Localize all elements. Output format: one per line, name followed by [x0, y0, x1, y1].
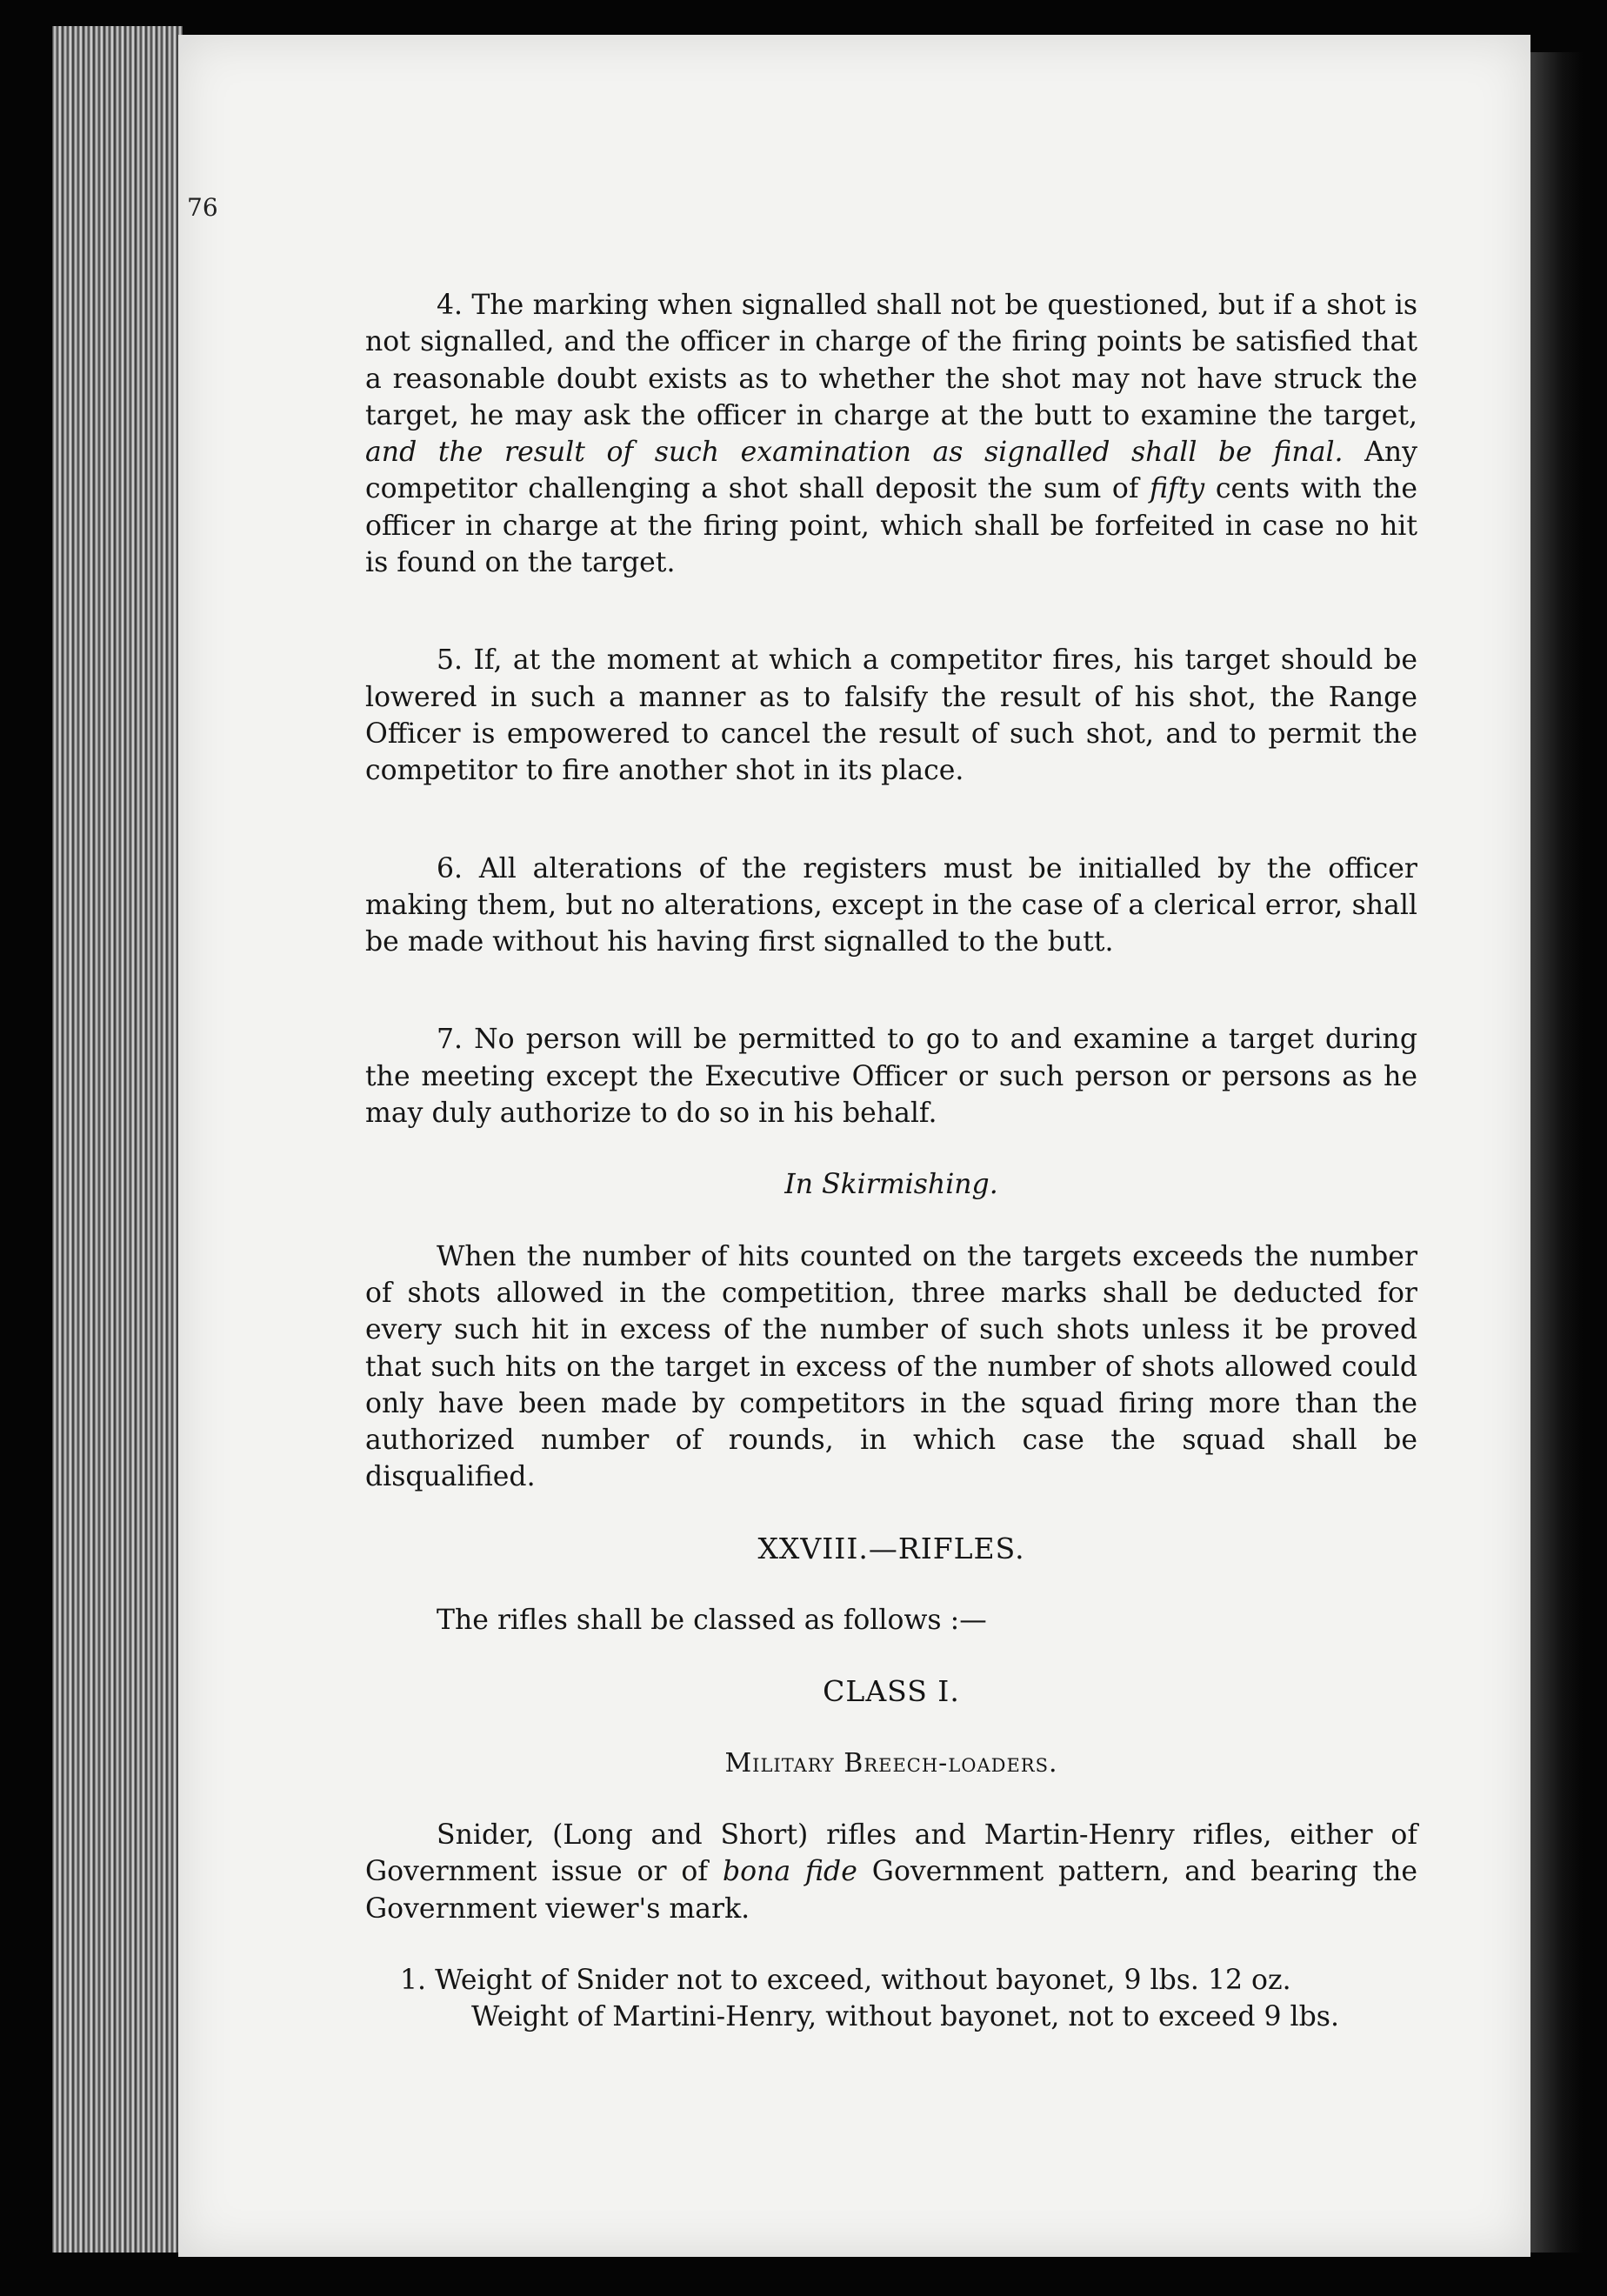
class-subheading: Military Breech-loaders. [724, 1747, 1058, 1779]
rule-1-line-1: 1. Weight of Snider not to exceed, without bayonet, 9 lbs. 12 oz. [400, 1964, 1291, 1996]
paragraph-skirmishing: When the number of hits counted on the targets exceeds the number of shots allowed in the competition, three marks shall be deducted for every such hit in excess of the number of such shots unless it be proved that such hits on the target in excess of the number of shots allowed could only have been made by competitors in the squad firing more than the authorized number of rounds, in which case the squad shall be disqualified. [365, 1240, 1417, 1493]
book-page-edges [52, 26, 183, 2253]
class-desc-text: Snider, (Long and Short) rifles and Martin-Henry rifles, either of Government issue or of [365, 1819, 1417, 1888]
section-heading-rifles: XXVIII.—RIFLES. [757, 1531, 1025, 1565]
paragraph-rule-5: 5. If, at the moment at which a competitor fires, his target should be lowered in such a manner as to falsify the result of his shot, the Range Officer is empowered to cancel the result of such shot, and to permit the competitor to fire another shot in its place. [365, 644, 1417, 787]
paragraph-rule-4 [365, 287, 1417, 581]
rule-4-text-2: Any competitor challenging a shot shall deposit the sum of [365, 437, 1417, 505]
paragraph-rule-7: 7. No person will be permitted to go to and examine a target during the meeting except the Executive Officer or such person or persons as he may duly authorize to do so in his behalf. [365, 1024, 1417, 1130]
rule-4-italic: and the result of such examination as signalled shall be final. [365, 437, 1344, 469]
class-heading: CLASS I. [823, 1674, 960, 1709]
class-desc-italic: bona fide [722, 1856, 857, 1888]
book-spine-shadow [1530, 52, 1583, 2253]
class-desc-text-2: Government pattern, and bearing the Government viewer's mark. [365, 1856, 1417, 1925]
rule-4-italic-2: fifty [1150, 473, 1205, 505]
skirmishing-heading: In Skirmishing. [784, 1169, 998, 1201]
page-text [365, 287, 1417, 2035]
page-number: 76 [187, 193, 218, 222]
rule-4-text: 4. The marking when signalled shall not be questioned, but if a shot is not signalled, and the officer in charge of the firing points be satisfied that a reasonable doubt exists as to whether the shot may not have struck the target, he may ask the officer in charge at the butt to examine the target, [365, 290, 1417, 431]
rule-4-text-3: cents with the officer in charge at the firing point, which shall be forfeited in case no hit is found on the target. [365, 473, 1417, 579]
rule-1-line-2: Weight of Martini-Henry, without bayonet, not to exceed 9 lbs. [471, 2001, 1339, 2033]
rifles-intro: The rifles shall be classed as follows :— [437, 1605, 987, 1637]
class-description [365, 1817, 1417, 1927]
paragraph-rule-6: 6. All alterations of the registers must be initialled by the officer making them, but no alterations, except in the case of a clerical error, shall be made without his having first signalled to the butt. [365, 852, 1417, 958]
